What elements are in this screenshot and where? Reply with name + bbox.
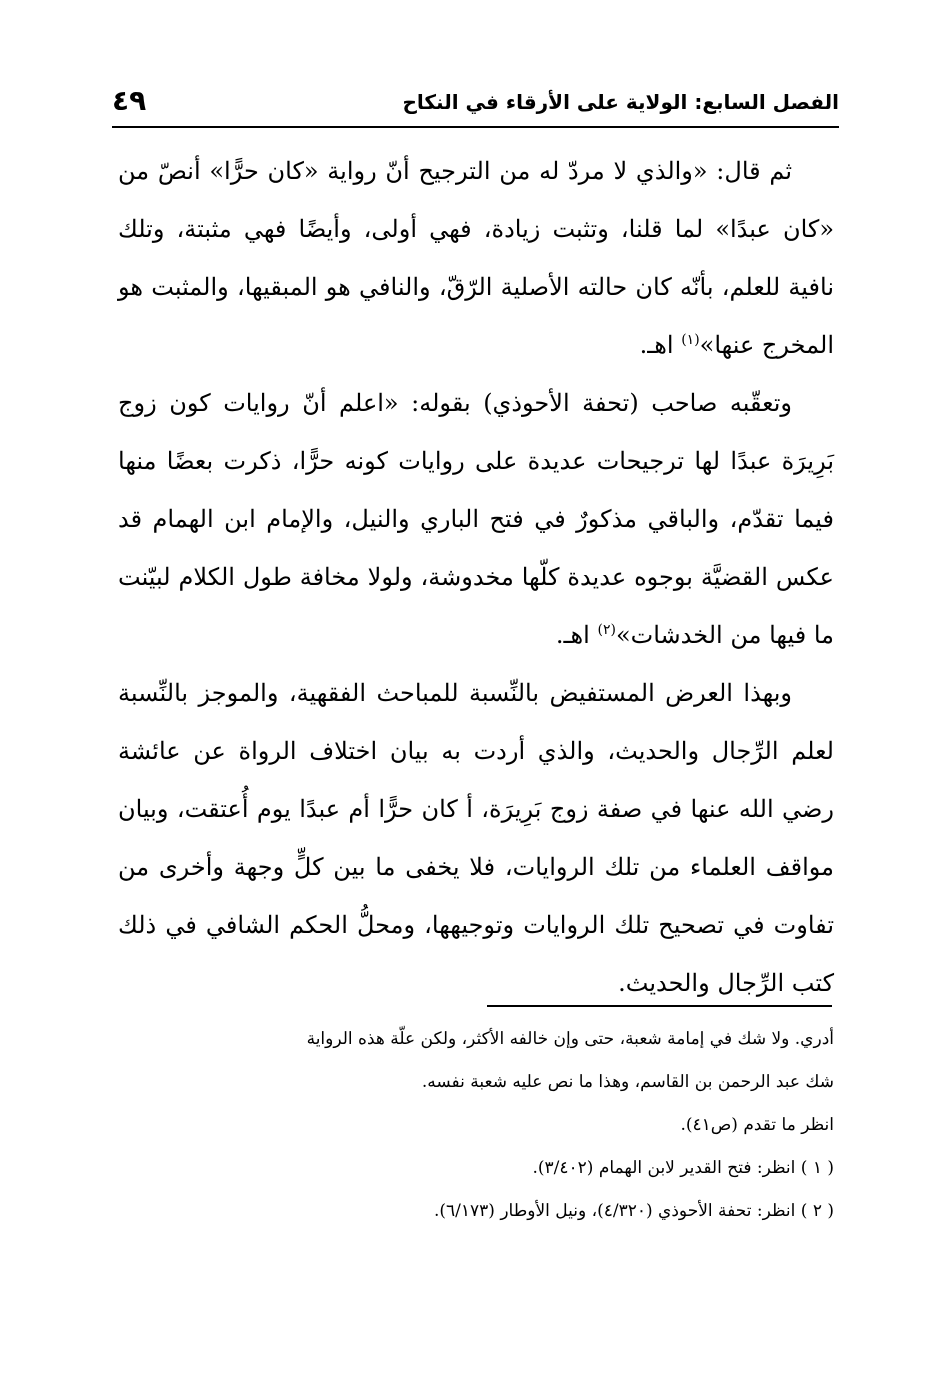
running-title: الفصل السابع: الولاية على الأرقاء في النكاح: [402, 90, 839, 114]
footnote-2: ( ٢ ) انظر: تحفة الأحوذي (٤/٣٢٠)، ونيل الأوطار (٦/١٧٣).: [433, 1201, 834, 1221]
paragraph-2-text: وتعقّبه صاحب (تحفة الأحوذي) بقوله: «اعلم أنّ روايات كون زوج بَرِيرَة عبدًا لها ترجيحات عديدة على روايات كونه حرًّا، ذكرت بعضًا منها فيما تقدّم، والباقي مذكورٌ في فتح الباري والنيل، والإمام ابن الهمام قد عكس القضيَّة بوجوه عديدة كلّها مخدوشة، ولولا مخافة طول الكلام لبيّنت ما فيها من الخدشات»: [118, 389, 835, 649]
footnote-divider: [487, 1005, 832, 1007]
page-header: [112, 78, 839, 128]
paragraph-3: وبهذا العرض المستفيض بالنِّسبة للمباحث الفقهية، والموجز بالنِّسبة لعلم الرِّجال والحديث، والذي أردت به بيان اختلاف الرواة عن عائشة رضي الله عنها في صفة زوج بَرِيرَة، أ كان حرًّا أم عبدًا يوم أُعتقت، وبيان مواقف العلماء من تلك الروايات، فلا يخفى ما بين كلٍّ وجهة وأخرى من تفاوت في تصحيح تلك الروايات وتوجيهها، ومحلُّ الحكم الشافي في ذلك كتب الرِّجال والحديث.: [118, 679, 835, 997]
footnote-continuation-line-3: انظر ما تقدم (ص٤١).: [680, 1115, 834, 1135]
footnote-continuation-line-1: أدري. ولا شك في إمامة شعبة، حتى وإن خالفه الأكثر، ولكن علّة هذه الرواية: [306, 1029, 834, 1049]
paragraph-2: [118, 374, 834, 664]
footnote-ref-2: (٢): [597, 622, 616, 638]
paragraph-1-end: اهـ.: [639, 331, 682, 359]
main-text: [118, 142, 834, 1012]
footnote-ref-1: (١): [681, 332, 700, 348]
footnote-continuation-line-2: شك عبد الرحمن بن القاسم، وهذا ما نص عليه شعبة نفسه.: [421, 1072, 834, 1092]
paragraph-2-end: اهـ.: [555, 621, 598, 649]
footnote-1: ( ١ ) انظر: فتح القدير لابن الهمام (٣/٤٠٢).: [532, 1158, 834, 1178]
paragraph-1: [118, 142, 834, 374]
page-number: ٤٩: [112, 84, 147, 117]
footnotes: [112, 1018, 834, 1233]
paragraph-1-text: ثم قال: «والذي لا مردّ له من الترجيح أنّ رواية «كان حرًّا» أنصّ من «كان عبدًا» لما قلنا، وتثبت زيادة، فهي أولى، وأيضًا فهي مثبتة، وتلك نافية للعلم، بأنّه كان حالته الأصلية الرّقّ، والنافي هو المبقيها، والمثبت هو المخرج عنها»: [118, 157, 834, 359]
